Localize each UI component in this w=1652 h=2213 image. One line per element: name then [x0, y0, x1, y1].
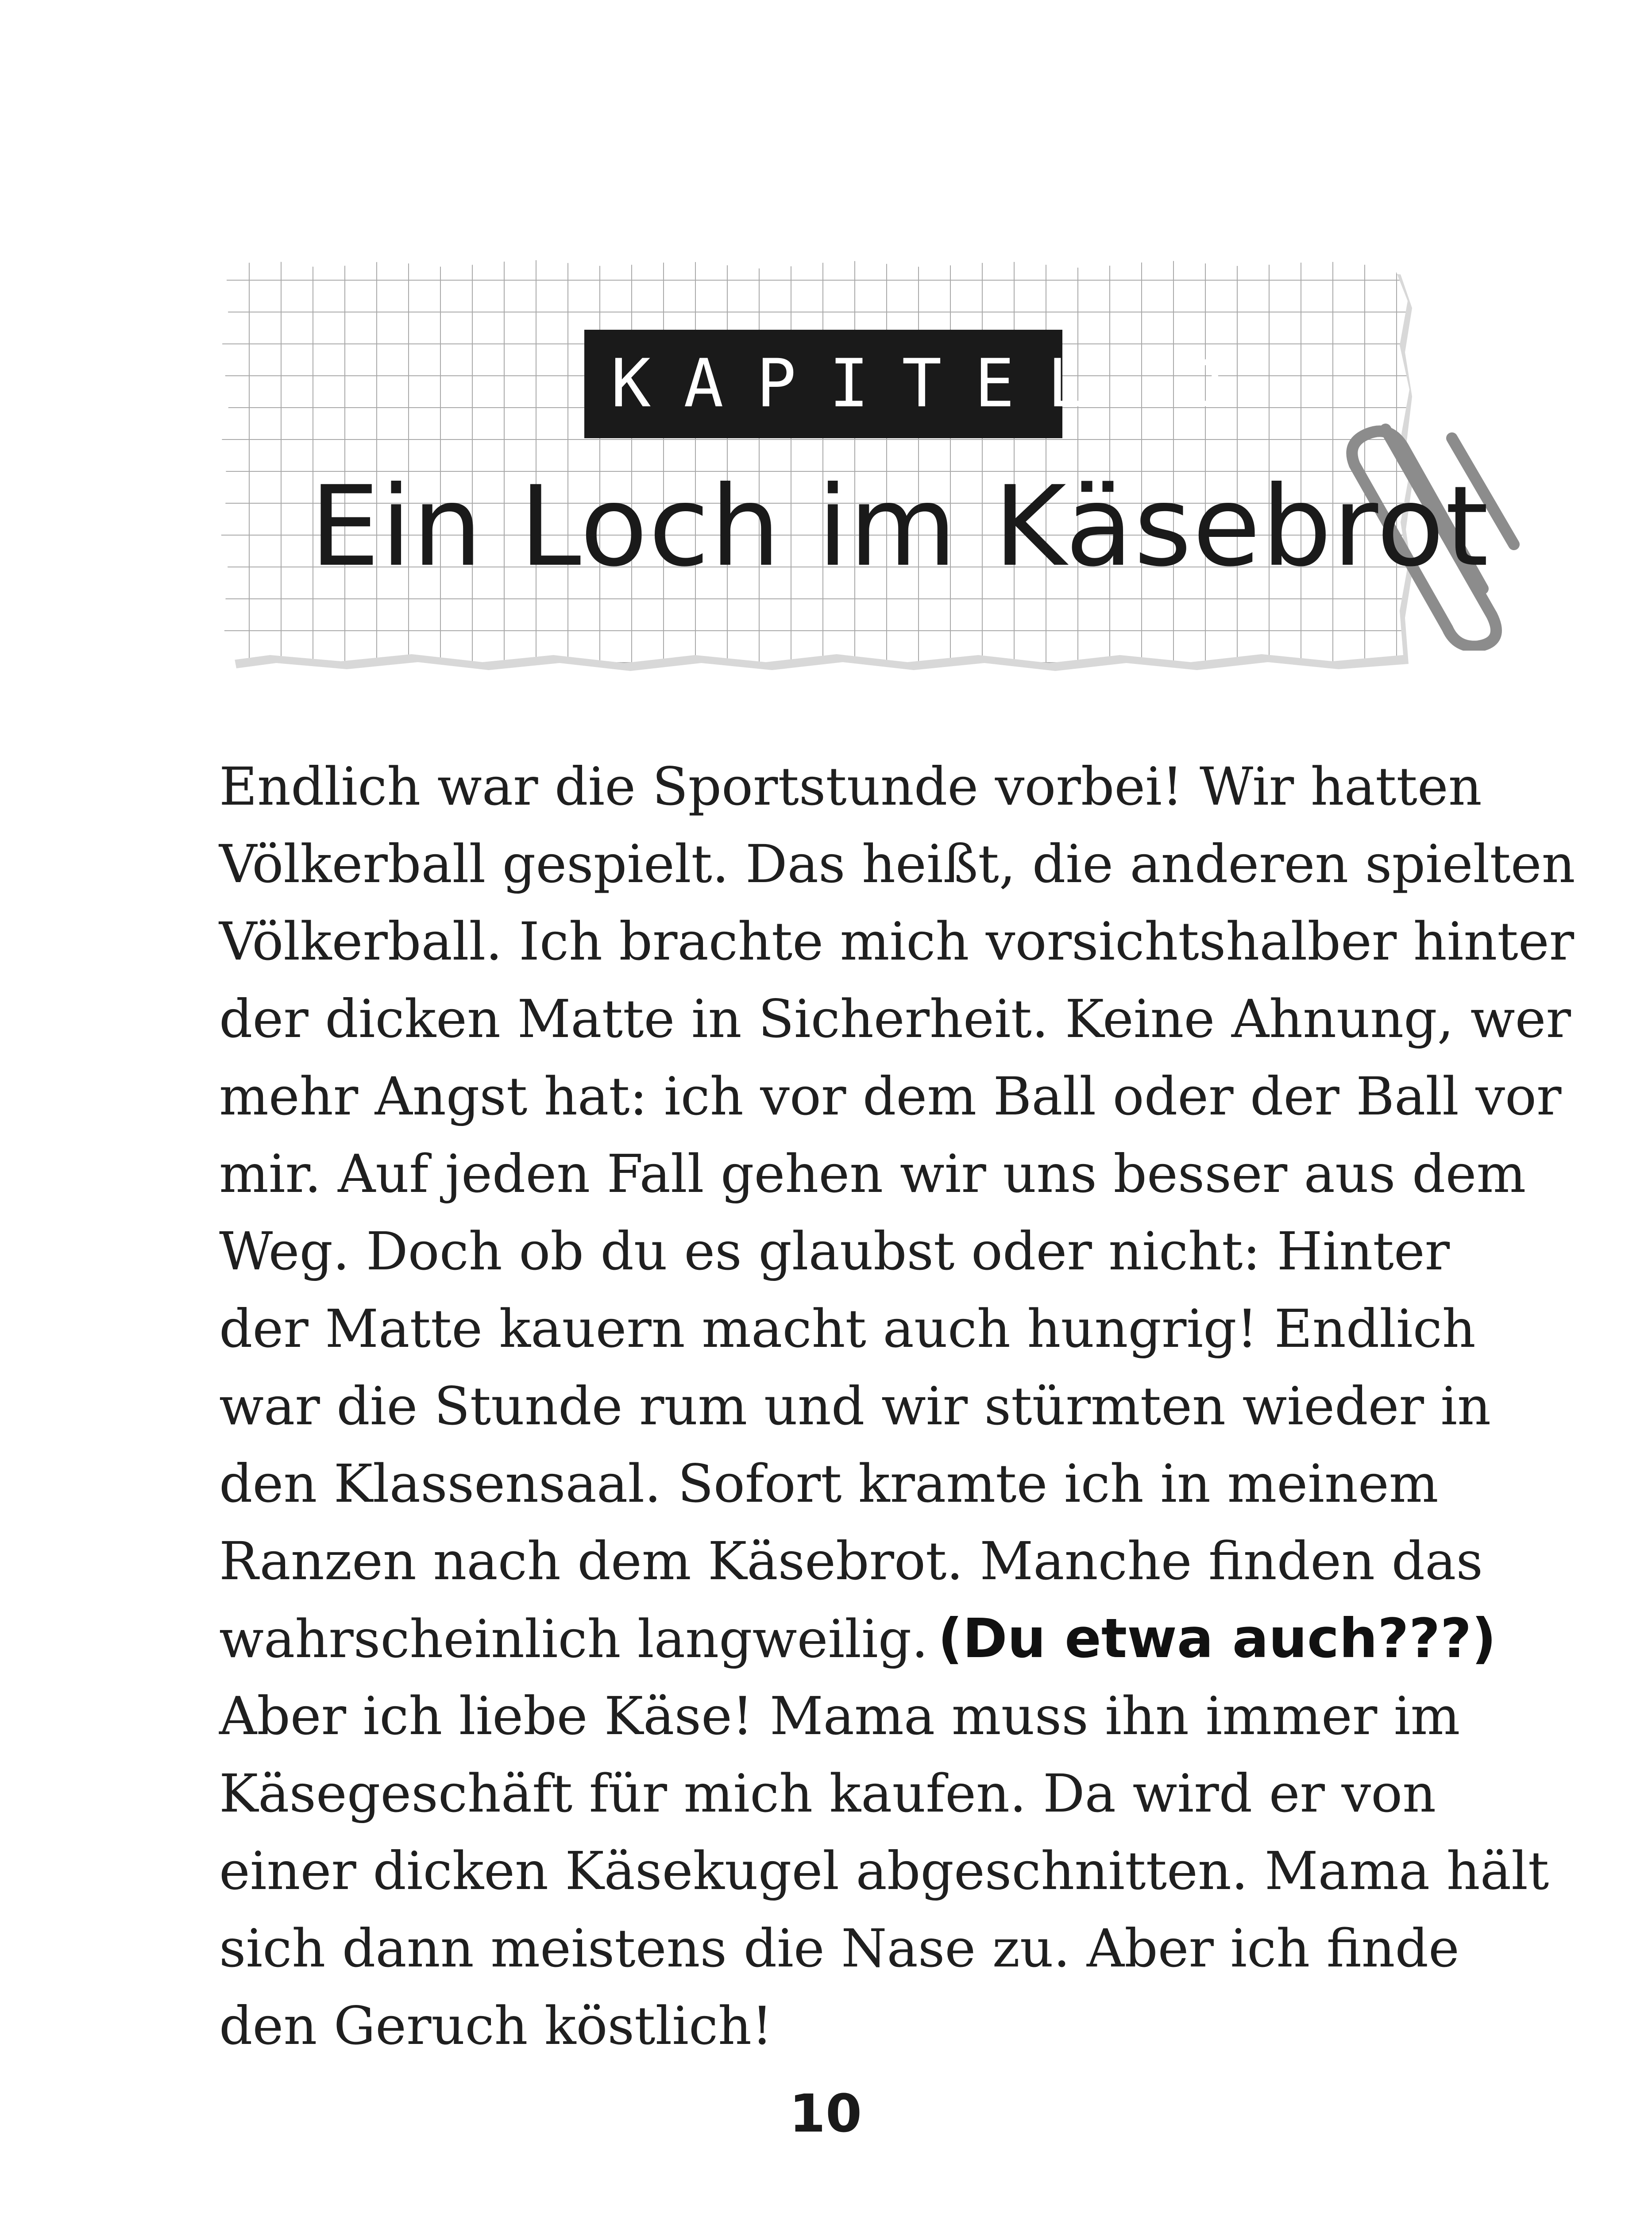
text-line: Aber ich liebe Käse! Mama muss ihn immer im: [219, 1685, 1460, 1746]
text-line: den Klassensaal. Sofort kramte ich in meinem: [219, 1453, 1439, 1514]
text-line: mehr Angst hat: ich vor dem Ball oder der Ball vor: [219, 1066, 1562, 1127]
text-line: Weg. Doch ob du es glaubst oder nicht: Hinter: [219, 1221, 1450, 1282]
handwritten-aside: (Du etwa auch???): [938, 1607, 1497, 1670]
text-line: Käsegeschäft für mich kaufen. Da wird er von: [219, 1763, 1436, 1824]
text-line: Endlich war die Sportstunde vorbei! Wir hatten: [219, 756, 1482, 817]
chapter-title: Ein Loch im Käsebrot: [310, 462, 1490, 591]
text-line: wahrscheinlich langweilig.: [219, 1608, 928, 1669]
text-line: war die Stunde rum und wir stürmten wieder in: [219, 1376, 1491, 1437]
chapter-body: [219, 748, 1575, 2065]
text-line-with-aside: [219, 1600, 1497, 1677]
text-line: den Geruch köstlich!: [219, 1995, 773, 2056]
text-line: der dicken Matte in Sicherheit. Keine Ahnung, wer: [219, 988, 1571, 1049]
chapter-label: KAPITEL 1: [584, 330, 1062, 438]
text-line: Völkerball. Ich brachte mich vorsichtshalber hinter: [219, 911, 1575, 972]
text-line: mir. Auf jeden Fall gehen wir uns besser aus dem: [219, 1143, 1526, 1204]
text-line: sich dann meistens die Nase zu. Aber ich finde: [219, 1918, 1459, 1979]
text-line: Völkerball gespielt. Das heißt, die anderen spielten: [219, 833, 1575, 894]
page-number: 10: [789, 2083, 862, 2144]
text-line: einer dicken Käsekugel abgeschnitten. Mama hält: [219, 1840, 1549, 1901]
text-line: Ranzen nach dem Käsebrot. Manche finden das: [219, 1531, 1483, 1592]
text-line: der Matte kauern macht auch hungrig! Endlich: [219, 1298, 1476, 1359]
